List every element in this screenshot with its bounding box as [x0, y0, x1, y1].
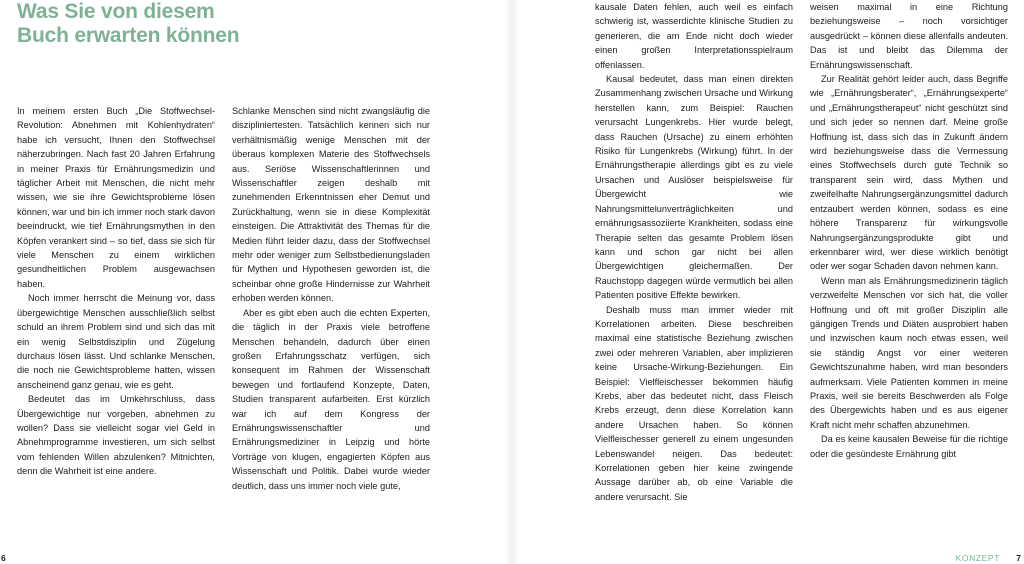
right-page: [519, 0, 1024, 564]
paragraph: Kausal bedeutet, dass man einen direkten Zusammenhang zwischen Ursache und Wirkung herstellen kann, zum Beispiel: Rauchen verursacht Lungenkrebs. Hier wurde belegt, dass Rauchen (Ursache) zu einem erhöhten Risiko für Lungenkrebs (Wirkung) führt. In der Ernährungstherapie allerdings gibt es zu viele Ursachen und Auslöser beispielsweise für Übergewicht wie Nahrungsmittelunverträglichkeiten und ernährungsassoziierte Krankheiten, sodass eine Therapie selten das gesamte Problem lösen kann und schon gar nicht bei allen Übergewichtigen gleichermaßen. Der Rauchstopp dagegen würde vermutlich bei allen Patienten positive Effekte bewirken.: [595, 74, 793, 301]
page-number-right: 7: [1016, 553, 1021, 563]
paragraph: Aber es gibt eben auch die echten Experten, die täglich in der Praxis viele betroffene Menschen behandeln, dadurch über einen großen Erfahrungsschatz verfügen, sich konsequent im Rahmen der Wissenschaft bewegen und fortlaufend Konzepte, Daten, Studien transparent aufarbeiten. Erst kürzlich war ich auf dem Kongress der Ernährungswissenschaftler und Ernährungsmediziner in Leipzig und hörte Vorträge von klugen, engagierten Köpfen aus Wissenschaft und Politik. Dabei wurde wieder deutlich, dass uns immer noch viele gute,: [232, 307, 430, 491]
text-column-4: [810, 0, 1008, 461]
paragraph: In meinem ersten Buch „Die Stoffwechsel-Revolution: Abnehmen mit Kohlenhydraten“ habe ich versucht, Ihnen den Stoffwechsel näherzubringen. Nach fast 20 Jahren Erfahrung in meiner Praxis für Ernährungsmedizin und täglicher Arbeit mit Menschen, die nicht mehr wissen, wie sie ihre Gewichtsprobleme lösen können, war und bin ich immer noch stark davon beeindruckt, wie tief Ernährungsmythen in den Köpfen verankert sind – so tief, dass sie sich für viele Menschen zu einem wirklichen gesundheitlichen Problem ausgewachsen haben.: [17, 106, 215, 289]
paragraph: Bedeutet das im Umkehrschluss, dass Übergewichtige nur vorgeben, abnehmen zu wollen? Dass sie vielleicht sogar viel Geld in Abnehmprogramme investieren, um sich selbst vom fehlenden Willen abzulenken? Mitnichten, denn die Wahrheit ist eine andere.: [17, 394, 215, 477]
text-column-2: [232, 104, 430, 493]
section-label: KONZEPT: [955, 553, 1000, 563]
left-page: [0, 0, 505, 564]
text-column-3: [595, 0, 793, 504]
paragraph: Noch immer herrscht die Meinung vor, dass übergewichtige Menschen ausschließlich selbst schuld an ihrem Problem sind und sich das mit ein wenig Selbstdisziplin und Zügelung durchaus lösen lässt. Und schlanke Menschen, die noch nie Gewichtsprobleme hatten, wissen anscheinend ganz genau, wie es geht.: [17, 293, 215, 390]
paragraph: weisen maximal in eine Richtung beziehungsweise – noch vorsichtiger ausgedrückt – können diese allenfalls andeuten. Das ist und bleibt das Dilemma der Ernährungswissenschaft.: [810, 2, 1008, 70]
chapter-title: Was Sie von diesem Buch erwarten können: [17, 0, 240, 47]
paragraph: Wenn man als Ernährungsmedizinerin täglich verzweifelte Menschen vor sich hat, die voller Hoffnung und oft mit großer Disziplin alle gängigen Trends und Diäten ausprobiert haben und inzwischen kaum noch etwas essen, weil sie ständig Angst vor einer weiteren Gewichtszunahme haben, wird man besonders aufmerksam. Viele Patienten kommen in meine Praxis, weil sie bereits Beschwerden als Folge des Übergewichts haben und es aus eigener Kraft nicht mehr schaffen abzunehmen.: [810, 275, 1008, 430]
paragraph: Da es keine kausalen Beweise für die richtige oder die gesündeste Ernährung gibt: [810, 434, 1008, 459]
paragraph: kausale Daten fehlen, auch weil es einfach schwierig ist, wasserdichte klinische Studien zu generieren, die am Ende nicht doch wieder einen großen Interpretationsspielraum offenlassen.: [595, 2, 793, 70]
paragraph: Deshalb muss man immer wieder mit Korrelationen arbeiten. Diese beschreiben maximal eine statistische Beziehung zwischen zwei oder mehreren Variablen, aber implizieren keine Ursache-Wirkung-Beziehungen. Ein Beispiel: Vielfleischesser bekommen häufig Krebs, aber das bedeutet nicht, dass Fleisch Krebs erzeugt, denn diese Korrelation kann andere Ursachen haben. So können Vielfleischesser generell zu einem ungesunden Lebenswandel neigen. Das bedeutet: Korrelationen geben hier keine zwingende Aussage darüber ab, ob eine Variable die andere verursacht. Sie: [595, 304, 793, 502]
book-gutter: [505, 0, 519, 564]
page-number-left: 6: [1, 553, 6, 563]
paragraph: Schlanke Menschen sind nicht zwangsläufig die diszipliniertesten. Tatsächlich kennen sich nur verhältnismäßig wenige Menschen mit der überaus komplexen Materie des Stoffwechsels aus. Seriöse Wissenschaftlerinnen und Wissenschaftler zeigen deshalb mit zunehmenden Erkenntnissen eher Demut und Zurückhaltung, wenn sie in diese Komplexität einsteigen. Die Attraktivität des Themas für die Medien führt leider dazu, dass der Stoffwechsel mehr oder weniger zum Selbstbedienungsladen für Mythen und Hypothesen geworden ist, die scheinbar ohne große Hindernisse zur Wahrheit erhoben werden können.: [232, 106, 430, 304]
text-column-1: [17, 104, 215, 479]
paragraph: Zur Realität gehört leider auch, dass Begriffe wie „Ernährungsberater“, „Ernährungsexperte“ und „Ernährungstherapeut“ nicht geschützt sind und sich jeder so nennen darf. Meine große Hoffnung ist, dass sich das in Zukunft ändern wird beziehungsweise dass die Vermessung eines Stoffwechsels durch gute Technik so transparent sein wird, dass Mythen und zweifelhafte Nahrungsergänzungsmittel dadurch entzaubert werden können, sodass es eine höhere Transparenz für wirkungsvolle Nahrungsergänzungsprodukte gibt und erkennbarer wird, wer diese wirklich benötigt oder wer sogar Schaden davon nehmen kann.: [810, 74, 1008, 272]
